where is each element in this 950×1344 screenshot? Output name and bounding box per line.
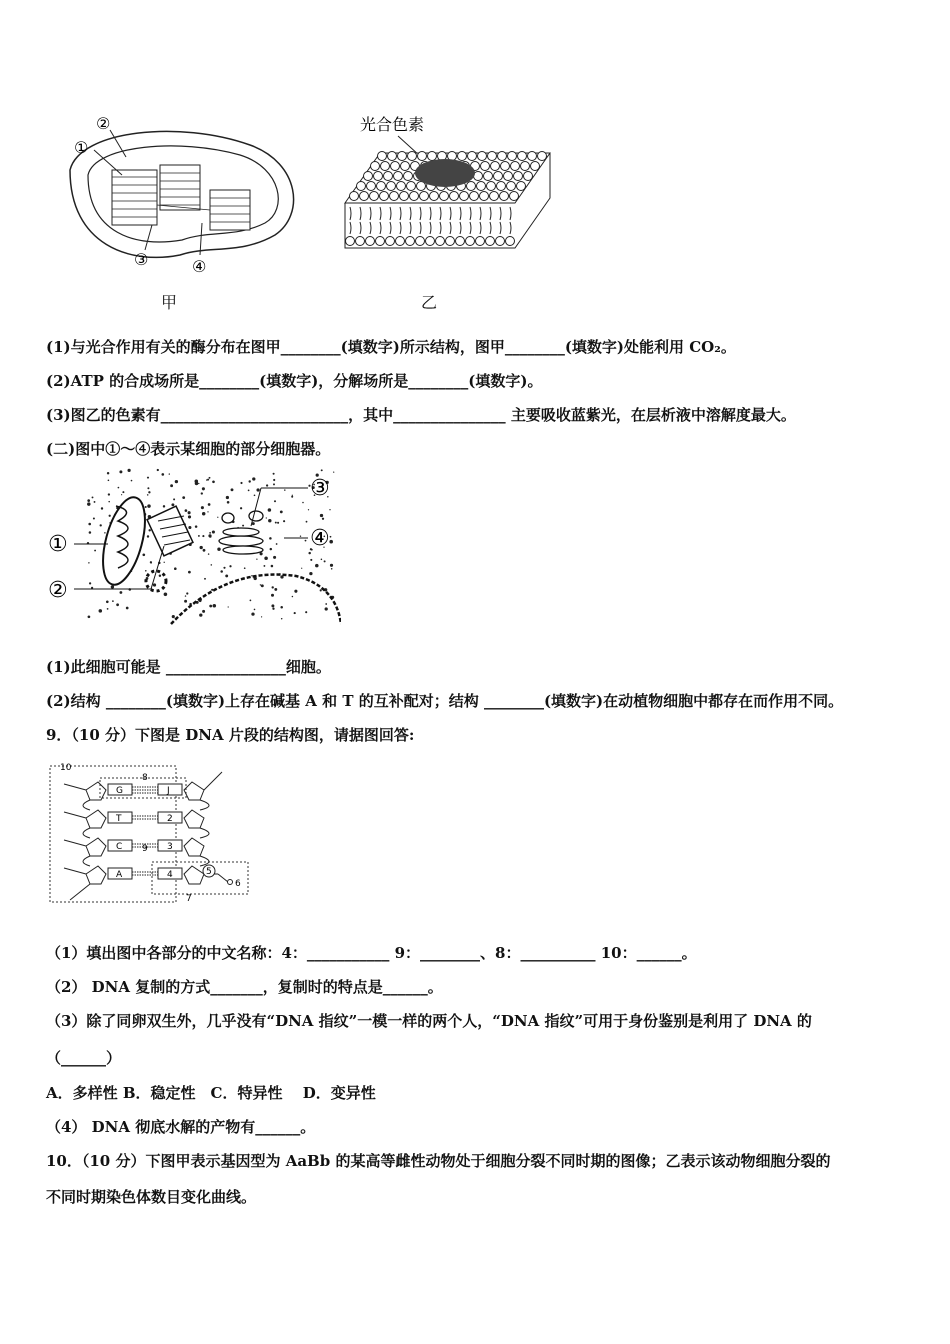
dna-label-T: T: [116, 814, 122, 824]
organelle-label-2: ②: [48, 578, 68, 603]
dna-label-2: 2: [167, 814, 173, 824]
q9-subquestion-1: （1）填出图中各部分的中文名称：4：___________ 9：________、8：__________ 10：______。: [46, 944, 697, 962]
dna-structure-figure: [46, 758, 251, 906]
organelle-label-4: ④: [310, 526, 330, 551]
dna-label-G: G: [116, 786, 123, 796]
dna-label-4: 4: [167, 870, 173, 880]
part1-question-2: (2)ATP 的合成场所是________(填数字)，分解场所是________(填数字)。: [46, 372, 543, 390]
question-10-line2: 不同时期染色体数目变化曲线。: [46, 1188, 257, 1206]
dna-label-3: 3: [167, 842, 173, 852]
part1-question-3: (3)图乙的色素有_________________________，其中_______________ 主要吸收蓝紫光，在层析液中溶解度最大。: [46, 406, 796, 424]
figure-jia-caption: 甲: [161, 293, 178, 312]
membrane-figure: [340, 108, 555, 258]
figure-yi-caption: 乙: [421, 293, 438, 312]
q9-subquestion-3-line2: （______）: [46, 1049, 122, 1067]
dna-label-6: 6: [235, 879, 241, 889]
chloroplast-label-1: ①: [74, 138, 89, 157]
question-9-title: 9．（10 分）下图是 DNA 片段的结构图，请据图回答:: [46, 726, 415, 744]
part2-question-2: (2)结构 ________(填数字)上存在碱基 A 和 T 的互补配对；结构 ________(填数字)在动植物细胞中都存在而作用不同。: [46, 692, 844, 710]
q9-subquestion-3-line1: （3）除了同卵双生外，几乎没有“DNA 指纹”一模一样的两个人，“DNA 指纹”可用于身份鉴别是利用了 DNA 的: [46, 1012, 812, 1030]
dna-label-7: 7: [186, 894, 192, 904]
pigment-label: 光合色素: [360, 115, 425, 134]
question-10-line1: 10．（10 分）下图甲表示基因型为 AaBb 的某高等雌性动物处于细胞分裂不同时期的图像；乙表示该动物细胞分裂的: [46, 1152, 831, 1170]
chloroplast-figure: [60, 105, 310, 280]
dna-label-9: 9: [142, 844, 148, 854]
dna-label-C: C: [116, 842, 123, 852]
organelle-label-3: ③: [310, 476, 330, 501]
q9-subquestion-2: （2） DNA 复制的方式_______，复制时的特点是______。: [46, 978, 443, 996]
organelle-label-1: ①: [48, 532, 68, 557]
q9-options: A．多样性 B．稳定性 C．特异性 D．变异性: [46, 1084, 376, 1102]
cell-organelles-figure: [46, 466, 341, 626]
chloroplast-label-3: ③: [134, 250, 149, 269]
dna-label-5: 5: [206, 867, 212, 877]
dna-label-10: 10: [60, 763, 72, 773]
chloroplast-label-2: ②: [96, 114, 111, 133]
q9-subquestion-4: （4） DNA 彻底水解的产物有______。: [46, 1118, 316, 1136]
dna-label-A: A: [116, 870, 123, 880]
dna-label-8: 8: [142, 773, 148, 783]
part1-question-1: (1)与光合作用有关的酶分布在图甲________(填数字)所示结构，图甲________(填数字)处能利用 CO₂。: [46, 338, 736, 356]
chloroplast-label-4: ④: [192, 257, 207, 276]
dna-label-J: J: [167, 786, 170, 796]
part2-question-1: (1)此细胞可能是 ________________细胞。: [46, 658, 331, 676]
part2-heading: (二)图中①～④表示某细胞的部分细胞器。: [46, 440, 331, 458]
